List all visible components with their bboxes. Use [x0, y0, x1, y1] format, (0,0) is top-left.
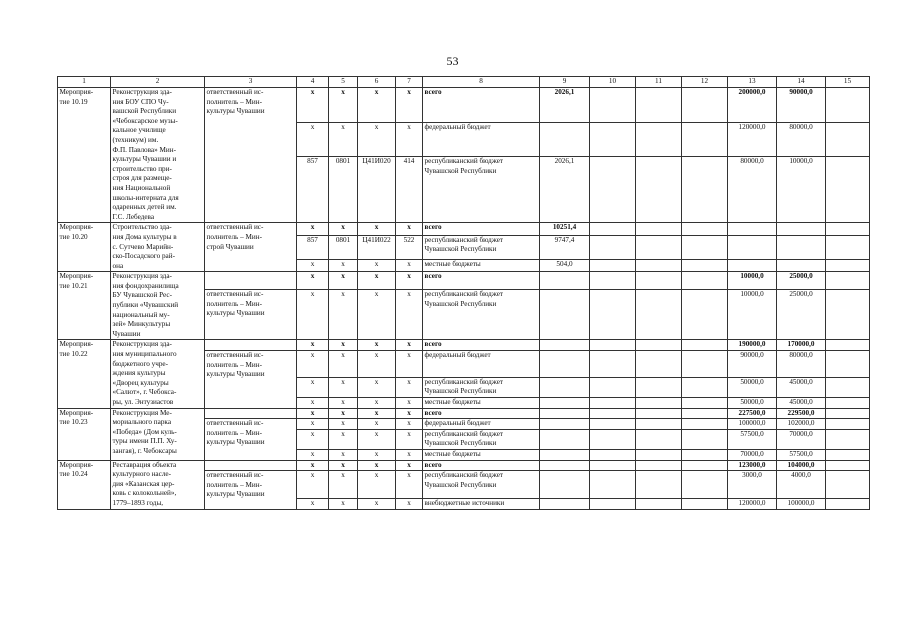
amount-col-9 [540, 340, 590, 351]
amount-col-15 [826, 340, 870, 351]
section-code: x [329, 351, 358, 378]
amount-col-11 [636, 340, 682, 351]
amount-col-15 [826, 223, 870, 236]
amount-col-11 [636, 157, 682, 223]
section-code: x [329, 429, 358, 449]
amount-col-10 [590, 460, 636, 471]
amount-col-9 [540, 272, 590, 290]
amount-col-12 [682, 449, 728, 460]
amount-col-13: 10000,0 [728, 272, 777, 290]
column-number-8: 8 [423, 77, 540, 88]
amount-col-15 [826, 449, 870, 460]
expense-type-code: x [396, 498, 423, 509]
table-row [58, 340, 870, 351]
measure-name: Реконструкция зда- ния фондохранилища БУ Чувашской Рес- публики «Чувашский национальный му- зей» Минкультуры Чувашии [111, 272, 205, 340]
amount-col-12 [682, 223, 728, 236]
amount-col-9: 2026,1 [540, 88, 590, 123]
grbs-code: x [297, 429, 329, 449]
funding-source: федеральный бюджет [423, 419, 540, 430]
executor-empty [205, 408, 297, 419]
measure-id: Мероприя- тие 10.19 [58, 88, 111, 223]
amount-col-11 [636, 377, 682, 397]
column-number-3: 3 [205, 77, 297, 88]
executor: ответственный ис- полнитель – Мин- культуры Чувашии [205, 471, 297, 509]
amount-col-13: 123000,0 [728, 460, 777, 471]
amount-col-11 [636, 351, 682, 378]
expense-type-code: x [396, 460, 423, 471]
executor: ответственный ис- полнитель – Мин- культуры Чувашии [205, 351, 297, 409]
amount-col-15 [826, 498, 870, 509]
amount-col-9 [540, 419, 590, 430]
grbs-code: x [297, 498, 329, 509]
target-article-code: Ц41И022 [358, 235, 396, 259]
grbs-code: x [297, 460, 329, 471]
target-article-code: x [358, 377, 396, 397]
target-article-code: x [358, 429, 396, 449]
expense-type-code: x [396, 449, 423, 460]
amount-col-14: 25000,0 [777, 290, 826, 340]
funding-source: республиканский бюджет Чувашской Республики [423, 471, 540, 499]
amount-col-10 [590, 429, 636, 449]
expense-type-code: x [396, 259, 423, 272]
column-number-12: 12 [682, 77, 728, 88]
amount-col-14: 80000,0 [777, 351, 826, 378]
amount-col-11 [636, 449, 682, 460]
section-code: x [329, 122, 358, 157]
amount-col-11 [636, 235, 682, 259]
amount-col-12 [682, 419, 728, 430]
grbs-code: x [297, 351, 329, 378]
amount-col-11 [636, 429, 682, 449]
amount-col-14: 70000,0 [777, 429, 826, 449]
section-code: x [329, 272, 358, 290]
amount-col-10 [590, 351, 636, 378]
amount-col-14: 25000,0 [777, 272, 826, 290]
amount-col-10 [590, 498, 636, 509]
expense-type-code: x [396, 290, 423, 340]
funding-source: местные бюджеты [423, 398, 540, 409]
amount-col-10 [590, 122, 636, 157]
measure-name: Реконструкция зда- ния БОУ СПО Чу- вашской Республики «Чебоксарское музы- кальное училище (техникум) им. Ф.П. Павлова» Мин- культуры Чувашии и строительство при- строя для размеще- ния Национальной школы-интерната для одаренных детей им. Г.С. Лебедева [111, 88, 205, 223]
amount-col-13: 10000,0 [728, 290, 777, 340]
amount-col-9 [540, 471, 590, 499]
funding-source: всего [423, 460, 540, 471]
expense-type-code: 414 [396, 157, 423, 223]
amount-col-12 [682, 157, 728, 223]
amount-col-11 [636, 460, 682, 471]
section-code: x [329, 419, 358, 430]
amount-col-14: 102000,0 [777, 419, 826, 430]
executor: ответственный ис- полнитель – Мин- культуры Чувашии [205, 88, 297, 223]
amount-col-15 [826, 429, 870, 449]
amount-col-13 [728, 235, 777, 259]
amount-col-11 [636, 223, 682, 236]
amount-col-9 [540, 498, 590, 509]
amount-col-9 [540, 460, 590, 471]
expense-type-code: x [396, 272, 423, 290]
amount-col-11 [636, 272, 682, 290]
grbs-code: x [297, 471, 329, 499]
amount-col-12 [682, 429, 728, 449]
column-number-6: 6 [358, 77, 396, 88]
amount-col-14: 100000,0 [777, 498, 826, 509]
section-code: x [329, 498, 358, 509]
target-article-code: x [358, 408, 396, 419]
column-number-13: 13 [728, 77, 777, 88]
funding-source: всего [423, 223, 540, 236]
amount-col-13: 190000,0 [728, 340, 777, 351]
measure-name: Реставрация объекта культурного насле- дия «Казанская цер- ковь с колокольней», 1779–1893 годы, [111, 460, 205, 509]
amount-col-11 [636, 398, 682, 409]
grbs-code: x [297, 449, 329, 460]
amount-col-9 [540, 429, 590, 449]
target-article-code: x [358, 259, 396, 272]
expense-type-code: x [396, 419, 423, 430]
grbs-code: x [297, 122, 329, 157]
column-number-14: 14 [777, 77, 826, 88]
amount-col-15 [826, 377, 870, 397]
amount-col-12 [682, 398, 728, 409]
amount-col-10 [590, 272, 636, 290]
amount-col-10 [590, 419, 636, 430]
amount-col-13: 200000,0 [728, 88, 777, 123]
amount-col-13: 50000,0 [728, 377, 777, 397]
amount-col-11 [636, 471, 682, 499]
amount-col-15 [826, 122, 870, 157]
amount-col-9 [540, 377, 590, 397]
measure-id: Мероприя- тие 10.24 [58, 460, 111, 509]
amount-col-12 [682, 235, 728, 259]
target-article-code: x [358, 272, 396, 290]
expense-type-code: x [396, 429, 423, 449]
amount-col-12 [682, 88, 728, 123]
amount-col-10 [590, 157, 636, 223]
section-code: x [329, 340, 358, 351]
section-code: x [329, 88, 358, 123]
target-article-code: x [358, 340, 396, 351]
amount-col-13: 120000,0 [728, 498, 777, 509]
expense-type-code: x [396, 88, 423, 123]
funding-source: местные бюджеты [423, 449, 540, 460]
amount-col-14: 104000,0 [777, 460, 826, 471]
amount-col-14: 80000,0 [777, 122, 826, 157]
amount-col-10 [590, 398, 636, 409]
amount-col-12 [682, 259, 728, 272]
amount-col-15 [826, 398, 870, 409]
amount-col-15 [826, 157, 870, 223]
amount-col-12 [682, 471, 728, 499]
column-number-5: 5 [329, 77, 358, 88]
amount-col-12 [682, 498, 728, 509]
amount-col-13: 90000,0 [728, 351, 777, 378]
funding-source: республиканский бюджет Чувашской Республики [423, 290, 540, 340]
target-article-code: x [358, 122, 396, 157]
table-row [58, 460, 870, 471]
amount-col-14 [777, 259, 826, 272]
amount-col-12 [682, 377, 728, 397]
executor-empty [205, 272, 297, 290]
amount-col-9 [540, 398, 590, 409]
expense-type-code: x [396, 223, 423, 236]
column-number-10: 10 [590, 77, 636, 88]
amount-col-12 [682, 460, 728, 471]
amount-col-10 [590, 235, 636, 259]
amount-col-9: 9747,4 [540, 235, 590, 259]
amount-col-15 [826, 259, 870, 272]
column-number-9: 9 [540, 77, 590, 88]
grbs-code: x [297, 88, 329, 123]
amount-col-15 [826, 471, 870, 499]
section-code: x [329, 471, 358, 499]
expense-type-code: 522 [396, 235, 423, 259]
target-article-code: x [358, 419, 396, 430]
section-code: x [329, 377, 358, 397]
funding-source: федеральный бюджет [423, 122, 540, 157]
amount-col-12 [682, 290, 728, 340]
amount-col-9 [540, 351, 590, 378]
expense-type-code: x [396, 340, 423, 351]
target-article-code: Ц41И020 [358, 157, 396, 223]
funding-source: всего [423, 272, 540, 290]
expense-type-code: x [396, 351, 423, 378]
executor: ответственный ис- полнитель – Мин- культуры Чувашии [205, 290, 297, 340]
amount-col-13: 100000,0 [728, 419, 777, 430]
target-article-code: x [358, 88, 396, 123]
amount-col-15 [826, 290, 870, 340]
amount-col-12 [682, 408, 728, 419]
amount-col-10 [590, 408, 636, 419]
amount-col-14 [777, 223, 826, 236]
amount-col-12 [682, 340, 728, 351]
measure-id: Мероприя- тие 10.21 [58, 272, 111, 340]
section-code: x [329, 398, 358, 409]
amount-col-14: 90000,0 [777, 88, 826, 123]
amount-col-14: 4000,0 [777, 471, 826, 499]
measure-id: Мероприя- тие 10.22 [58, 340, 111, 408]
amount-col-15 [826, 408, 870, 419]
grbs-code: 857 [297, 235, 329, 259]
target-article-code: x [358, 449, 396, 460]
column-number-15: 15 [826, 77, 870, 88]
expense-type-code: x [396, 398, 423, 409]
section-code: x [329, 290, 358, 340]
table-row [58, 408, 870, 419]
amount-col-14 [777, 235, 826, 259]
amount-col-15 [826, 272, 870, 290]
grbs-code: x [297, 223, 329, 236]
section-code: x [329, 408, 358, 419]
amount-col-10 [590, 471, 636, 499]
executor-empty [205, 340, 297, 351]
amount-col-13 [728, 259, 777, 272]
column-number-11: 11 [636, 77, 682, 88]
grbs-code: 857 [297, 157, 329, 223]
amount-col-13: 120000,0 [728, 122, 777, 157]
amount-col-15 [826, 460, 870, 471]
amount-col-9 [540, 290, 590, 340]
target-article-code: x [358, 290, 396, 340]
column-number-2: 2 [111, 77, 205, 88]
amount-col-14: 170000,0 [777, 340, 826, 351]
amount-col-13: 80000,0 [728, 157, 777, 223]
table-row [58, 88, 870, 123]
funding-source: республиканский бюджет Чувашской Республики [423, 429, 540, 449]
amount-col-10 [590, 290, 636, 340]
amount-col-11 [636, 408, 682, 419]
amount-col-10 [590, 88, 636, 123]
amount-col-9: 2026,1 [540, 157, 590, 223]
amount-col-11 [636, 419, 682, 430]
funding-source: республиканский бюджет Чувашской Республики [423, 377, 540, 397]
amount-col-14: 45000,0 [777, 398, 826, 409]
funding-source: федеральный бюджет [423, 351, 540, 378]
amount-col-14: 10000,0 [777, 157, 826, 223]
amount-col-10 [590, 223, 636, 236]
amount-col-11 [636, 290, 682, 340]
executor: ответственный ис- полнитель – Мин- культуры Чувашии [205, 419, 297, 460]
amount-col-9 [540, 122, 590, 157]
target-article-code: x [358, 398, 396, 409]
amount-col-10 [590, 259, 636, 272]
target-article-code: x [358, 471, 396, 499]
amount-col-15 [826, 88, 870, 123]
header-row [58, 77, 870, 88]
amount-col-9 [540, 408, 590, 419]
amount-col-11 [636, 259, 682, 272]
funding-source: республиканский бюджет Чувашской Республики [423, 235, 540, 259]
amount-col-9: 504,0 [540, 259, 590, 272]
grbs-code: x [297, 398, 329, 409]
grbs-code: x [297, 340, 329, 351]
column-number-7: 7 [396, 77, 423, 88]
amount-col-10 [590, 377, 636, 397]
measure-name: Реконструкция Ме- мориального парка «Победа» (Дом куль- туры имени П.П. Ху- зангая), г. Чебоксары [111, 408, 205, 460]
funding-source: всего [423, 88, 540, 123]
executor-empty [205, 460, 297, 471]
program-table [57, 76, 870, 510]
section-code: 0801 [329, 157, 358, 223]
funding-source: внебюджетные источники [423, 498, 540, 509]
amount-col-11 [636, 88, 682, 123]
grbs-code: x [297, 259, 329, 272]
funding-source: местные бюджеты [423, 259, 540, 272]
target-article-code: x [358, 460, 396, 471]
expense-type-code: x [396, 377, 423, 397]
amount-col-11 [636, 498, 682, 509]
measure-name: Строительство зда- ния Дома культуры в с. Сутчево Марийн- ско-Посадского рай- она [111, 223, 205, 272]
expense-type-code: x [396, 471, 423, 499]
grbs-code: x [297, 419, 329, 430]
amount-col-12 [682, 351, 728, 378]
table-row [58, 272, 870, 290]
amount-col-13: 70000,0 [728, 449, 777, 460]
amount-col-13: 3000,0 [728, 471, 777, 499]
section-code: x [329, 449, 358, 460]
executor: ответственный ис- полнитель – Мин- строй Чувашии [205, 223, 297, 272]
grbs-code: x [297, 290, 329, 340]
amount-col-13 [728, 223, 777, 236]
measure-id: Мероприя- тие 10.23 [58, 408, 111, 460]
amount-col-12 [682, 122, 728, 157]
expense-type-code: x [396, 122, 423, 157]
expense-type-code: x [396, 408, 423, 419]
amount-col-14: 229500,0 [777, 408, 826, 419]
amount-col-15 [826, 419, 870, 430]
amount-col-14: 57500,0 [777, 449, 826, 460]
amount-col-15 [826, 235, 870, 259]
target-article-code: x [358, 498, 396, 509]
measure-id: Мероприя- тие 10.20 [58, 223, 111, 272]
funding-source: всего [423, 408, 540, 419]
amount-col-9: 10251,4 [540, 223, 590, 236]
amount-col-10 [590, 340, 636, 351]
amount-col-9 [540, 449, 590, 460]
amount-col-12 [682, 272, 728, 290]
amount-col-10 [590, 449, 636, 460]
target-article-code: x [358, 223, 396, 236]
grbs-code: x [297, 408, 329, 419]
amount-col-13: 227500,0 [728, 408, 777, 419]
amount-col-13: 50000,0 [728, 398, 777, 409]
amount-col-13: 57500,0 [728, 429, 777, 449]
measure-name: Реконструкция зда- ния муниципального бюджетного учре- ждения культуры «Дворец культуры «Салют», г. Чебокса- ры, ул. Энтузиастов [111, 340, 205, 408]
column-number-4: 4 [297, 77, 329, 88]
amount-col-15 [826, 351, 870, 378]
grbs-code: x [297, 377, 329, 397]
section-code: x [329, 223, 358, 236]
target-article-code: x [358, 351, 396, 378]
amount-col-11 [636, 122, 682, 157]
column-number-1: 1 [58, 77, 111, 88]
page-number: 53 [446, 54, 459, 68]
amount-col-14: 45000,0 [777, 377, 826, 397]
section-code: x [329, 460, 358, 471]
funding-source: всего [423, 340, 540, 351]
funding-source: республиканский бюджет Чувашской Республики [423, 157, 540, 223]
table-row [58, 223, 870, 236]
section-code: x [329, 259, 358, 272]
section-code: 0801 [329, 235, 358, 259]
grbs-code: x [297, 272, 329, 290]
